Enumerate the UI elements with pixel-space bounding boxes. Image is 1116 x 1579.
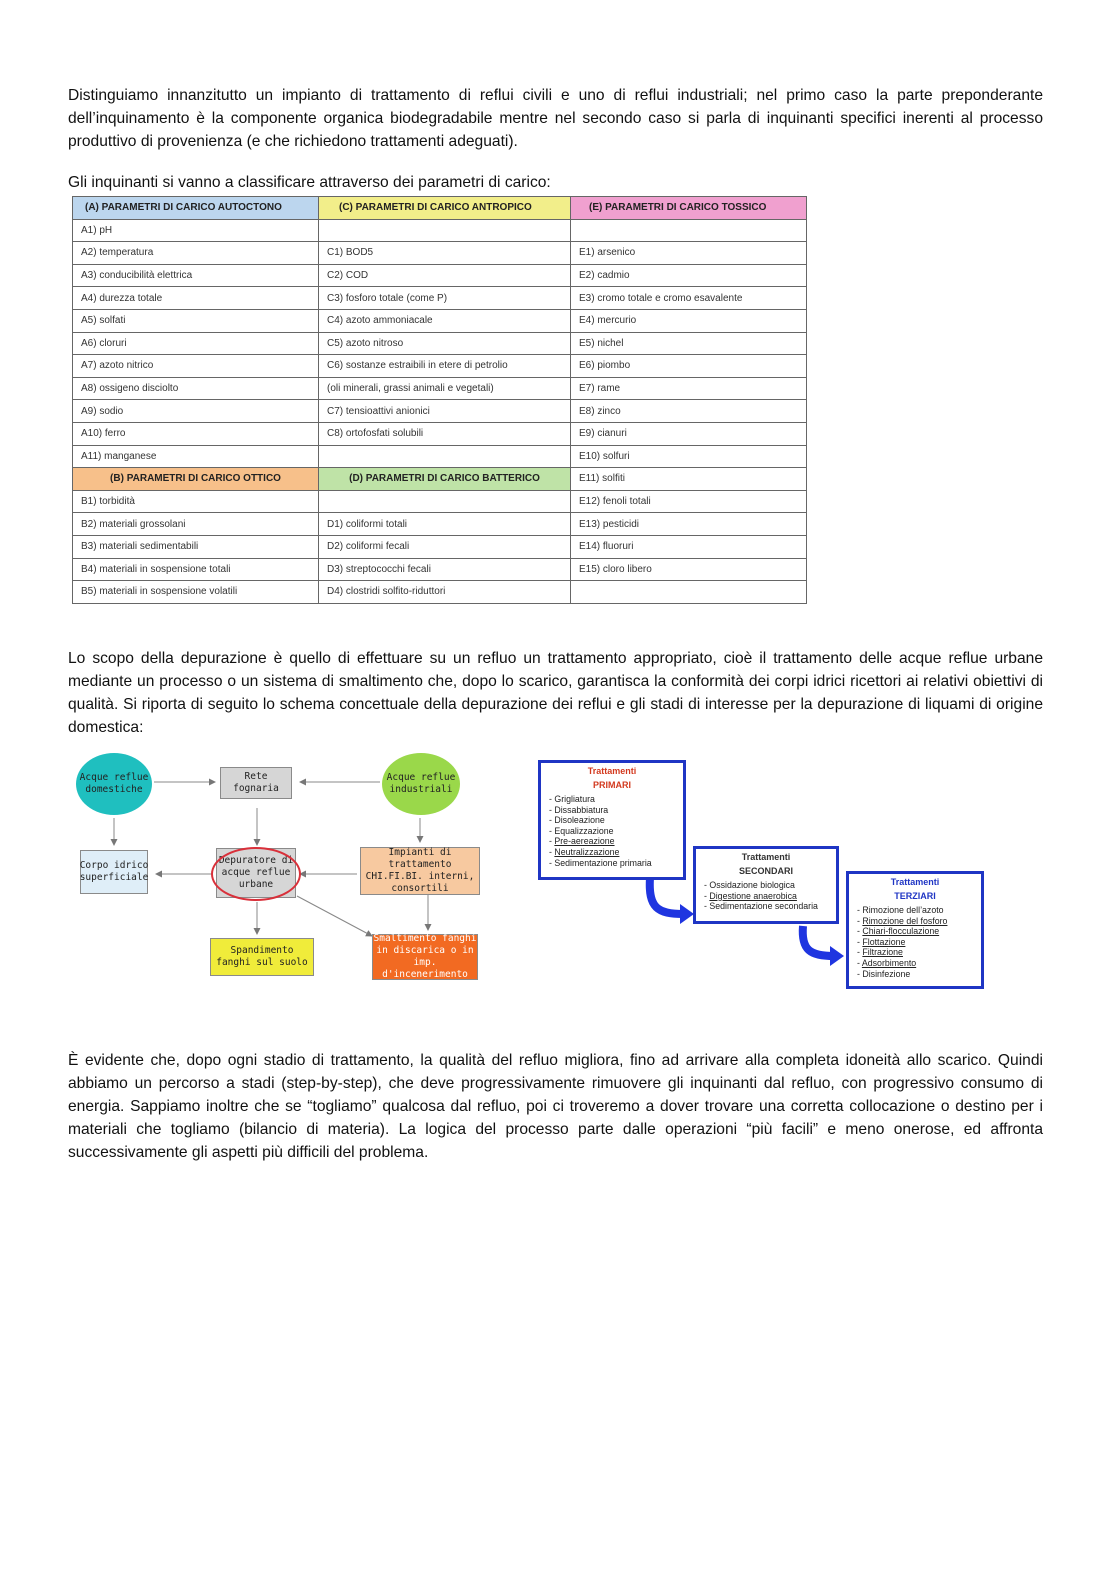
table-row bbox=[73, 377, 807, 400]
table-cell: C1) BOD5 bbox=[319, 242, 571, 265]
table-cell bbox=[319, 219, 571, 242]
table-cell: D3) streptococchi fecali bbox=[319, 558, 571, 581]
surface-water-node: Corpo idrico superficiale bbox=[80, 850, 148, 894]
table-row bbox=[73, 535, 807, 558]
table-cell: C7) tensioattivi anionici bbox=[319, 400, 571, 423]
table-header-row bbox=[73, 197, 807, 220]
table-row bbox=[73, 445, 807, 468]
table-mid-body bbox=[73, 468, 807, 491]
table-top-body bbox=[73, 197, 807, 468]
secondary-item: - Sedimentazione secondaria bbox=[704, 901, 836, 912]
primary-item: - Pre-aereazione bbox=[549, 836, 683, 847]
arrow-plant-disposal bbox=[297, 896, 372, 936]
tertiary-title-2: TERZIARI bbox=[894, 891, 936, 901]
table-row bbox=[73, 242, 807, 265]
primary-stage-box bbox=[538, 760, 686, 880]
domestic-wastewater-node: Acque reflue domestiche bbox=[76, 753, 152, 815]
table-cell: E1) arsenico bbox=[571, 242, 807, 265]
table-cell: A1) pH bbox=[73, 219, 319, 242]
table-cell: D1) coliformi totali bbox=[319, 513, 571, 536]
table-cell: E9) cianuri bbox=[571, 422, 807, 445]
treatment-stages-diagram bbox=[538, 758, 988, 993]
table-row bbox=[73, 355, 807, 378]
primary-item: - Sedimentazione primaria bbox=[549, 858, 683, 869]
tertiary-item: - Flottazione bbox=[857, 937, 981, 948]
tertiary-item: - Adsorbimento bbox=[857, 958, 981, 969]
table-cell: C4) azoto ammoniacale bbox=[319, 309, 571, 332]
table-cell: A2) temperatura bbox=[73, 242, 319, 265]
table-cell: (oli minerali, grassi animali e vegetali) bbox=[319, 377, 571, 400]
table-cell: E6) piombo bbox=[571, 355, 807, 378]
tertiary-item: - Rimozione dell’azoto bbox=[857, 905, 981, 916]
table-cell: D2) coliformi fecali bbox=[319, 535, 571, 558]
secondary-title-2: SECONDARI bbox=[738, 866, 793, 876]
table-cell: C2) COD bbox=[319, 264, 571, 287]
table-cell: E11) solfiti bbox=[571, 468, 807, 491]
table-row bbox=[73, 332, 807, 355]
table-cell bbox=[571, 219, 807, 242]
table-cell: A5) solfati bbox=[73, 309, 319, 332]
table-cell: C6) sostanze estraibili in etere di petrolio bbox=[319, 355, 571, 378]
header-ottico: (B) PARAMETRI DI CARICO OTTICO bbox=[73, 468, 319, 491]
table-row bbox=[73, 287, 807, 310]
table-cell: B5) materiali in sospensione volatili bbox=[73, 581, 319, 604]
special-plants-node: Impianti di trattamento CHI.FI.BI. interni, consortili bbox=[360, 847, 480, 895]
table-cell: B3) materiali sedimentabili bbox=[73, 535, 319, 558]
secondary-title-1: Trattamenti bbox=[741, 852, 791, 862]
table-cell: A3) conducibilità elettrica bbox=[73, 264, 319, 287]
table-cell: A11) manganese bbox=[73, 445, 319, 468]
conclusion-paragraph: È evidente che, dopo ogni stadio di trattamento, la qualità del refluo migliora, fino ad arrivare alla completa idoneità allo scarico. Quindi abbiamo un percorso a stadi (step-by-step), che deve progressivamente rimuovere gli inquinanti dal refluo, con progressivo consumo di energia. Sappiamo inoltre che se “togliamo” qualcosa dal refluo, poi ci troveremo a dover trovare una corretta collocazione o destino per i materiali che togliamo (bilancio di materia). La logica del processo parte dalle operazioni “più facili” e meno onerose, ed affronta successivamente gli aspetti più difficili del problema. bbox=[68, 1051, 1043, 1161]
tertiary-stage-box bbox=[846, 871, 984, 989]
intro-paragraph: Distinguiamo innanzitutto un impianto di trattamento di reflui civili e uno di reflui industriali; nel primo caso la parte preponderante dell’inquinamento è la componente organica biodegradabile mentre nel secondo caso si parla di inquinanti specifici inerenti al processo produttivo di provenienza (e che richiedono trattamenti adeguati). bbox=[68, 86, 1043, 150]
plant-highlight-ring bbox=[211, 847, 301, 901]
table-cell: E5) nichel bbox=[571, 332, 807, 355]
urban-plant-label: Depuratore di acque reflue urbane bbox=[218, 855, 294, 890]
tertiary-item: - Rimozione del fosforo bbox=[857, 916, 981, 927]
primary-item: - Dissabbiatura bbox=[549, 805, 683, 816]
table-cell: A9) sodio bbox=[73, 400, 319, 423]
table-cell: D4) clostridi solfito-riduttori bbox=[319, 581, 571, 604]
table-cell: E12) fenoli totali bbox=[571, 490, 807, 513]
table-cell: A7) azoto nitrico bbox=[73, 355, 319, 378]
primary-item: - Disoleazione bbox=[549, 815, 683, 826]
sewer-network-node: Rete fognaria bbox=[220, 767, 292, 799]
arrow-primary-secondary bbox=[650, 878, 683, 914]
secondary-item: - Digestione anaerobica bbox=[704, 891, 836, 902]
classify-paragraph: Gli inquinanti si vanno a classificare attraverso dei parametri di carico: bbox=[68, 173, 551, 191]
table-cell: E10) solfuri bbox=[571, 445, 807, 468]
table-row bbox=[73, 581, 807, 604]
table-cell: E4) mercurio bbox=[571, 309, 807, 332]
table-row bbox=[73, 264, 807, 287]
primary-item: - Grigliatura bbox=[549, 794, 683, 805]
table-bottom-body bbox=[73, 490, 807, 603]
table-row bbox=[73, 422, 807, 445]
load-parameters-table bbox=[72, 196, 807, 604]
table-row bbox=[73, 490, 807, 513]
primary-title-1: Trattamenti bbox=[587, 766, 637, 776]
table-cell: A4) durezza totale bbox=[73, 287, 319, 310]
secondary-item: - Ossidazione biologica bbox=[704, 880, 836, 891]
table-cell: C3) fosforo totale (come P) bbox=[319, 287, 571, 310]
table-cell: E13) pesticidi bbox=[571, 513, 807, 536]
table-cell bbox=[319, 490, 571, 513]
table-cell: E14) fluoruri bbox=[571, 535, 807, 558]
table-row bbox=[73, 309, 807, 332]
sludge-disposal-node: Smaltimento fanghi in discarica o in imp. d'incenerimento bbox=[373, 933, 477, 980]
header-antropico: (C) PARAMETRI DI CARICO ANTROPICO bbox=[319, 197, 571, 220]
header-batterico: (D) PARAMETRI DI CARICO BATTERICO bbox=[319, 468, 571, 491]
urban-plant-node bbox=[216, 848, 296, 898]
table-cell bbox=[319, 445, 571, 468]
table-cell: A10) ferro bbox=[73, 422, 319, 445]
tertiary-item: - Disinfezione bbox=[857, 969, 981, 980]
tertiary-item: - Chiari-flocculazione bbox=[857, 926, 981, 937]
table-row bbox=[73, 219, 807, 242]
tertiary-item: - Filtrazione bbox=[857, 947, 981, 958]
table-subheader-row bbox=[73, 468, 807, 491]
sludge-spreading-node: Spandimento fanghi sul suolo bbox=[210, 938, 314, 976]
primary-title-2: PRIMARI bbox=[593, 780, 631, 790]
table-cell: B1) torbidità bbox=[73, 490, 319, 513]
header-autoctono: (A) PARAMETRI DI CARICO AUTOCTONO bbox=[73, 197, 319, 220]
primary-item: - Neutralizzazione bbox=[549, 847, 683, 858]
tertiary-title-1: Trattamenti bbox=[890, 877, 940, 887]
table-cell: A6) cloruri bbox=[73, 332, 319, 355]
table-cell: E7) rame bbox=[571, 377, 807, 400]
primary-item: - Equalizzazione bbox=[549, 826, 683, 837]
table-row bbox=[73, 513, 807, 536]
table-row bbox=[73, 400, 807, 423]
wastewater-flow-diagram bbox=[72, 750, 492, 990]
table-cell: E3) cromo totale e cromo esavalente bbox=[571, 287, 807, 310]
table-cell: C8) ortofosfati solubili bbox=[319, 422, 571, 445]
table-cell: B4) materiali in sospensione totali bbox=[73, 558, 319, 581]
table-cell: E15) cloro libero bbox=[571, 558, 807, 581]
arrow-secondary-tertiary bbox=[803, 926, 834, 956]
table-cell: E8) zinco bbox=[571, 400, 807, 423]
table-cell: B2) materiali grossolani bbox=[73, 513, 319, 536]
table-cell: A8) ossigeno disciolto bbox=[73, 377, 319, 400]
scope-paragraph: Lo scopo della depurazione è quello di effettuare su un refluo un trattamento appropriato, cioè il trattamento delle acque reflue urbane mediante un processo o un sistema di smaltimento che, dopo lo scarico, garantisca la conformità dei corpi idrici ricettori ai relativi obiettivi di qualità. Si riporta di seguito lo schema concettuale della depurazione dei reflui e gli stadi di interesse per la depurazione di liquami di origine domestica: bbox=[68, 649, 1043, 736]
table-row bbox=[73, 558, 807, 581]
secondary-stage-box bbox=[693, 846, 839, 924]
table-cell bbox=[571, 581, 807, 604]
header-tossico: (E) PARAMETRI DI CARICO TOSSICO bbox=[571, 197, 807, 220]
table-cell: E2) cadmio bbox=[571, 264, 807, 287]
industrial-wastewater-node: Acque reflue industriali bbox=[382, 753, 460, 815]
table-cell: C5) azoto nitroso bbox=[319, 332, 571, 355]
